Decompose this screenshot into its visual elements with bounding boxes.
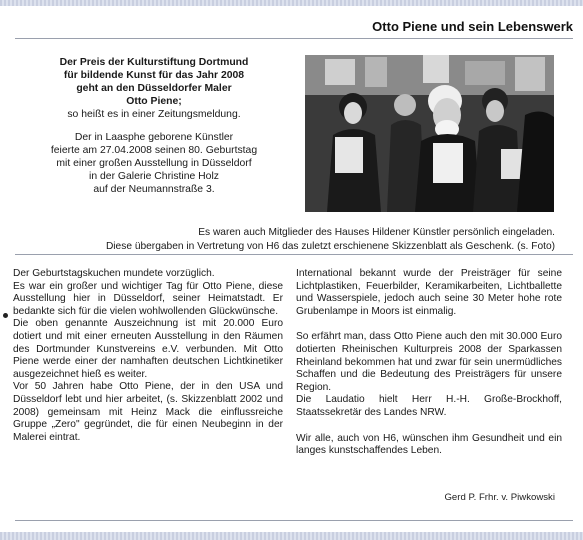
intro-text-block (20, 56, 288, 196)
header-divider (15, 38, 573, 39)
intro-bold-line: für bildende Kunst für das Jahr 2008 (63, 70, 245, 81)
intro-birth-line: Der in Laasphe geborene Künstler (74, 132, 234, 143)
margin-dot (3, 313, 8, 318)
paragraph: Wir alle, auch von H6, wünschen ihm Gesundheit und ein langes kunstschaffendes Leben. (296, 432, 562, 457)
author-signature: Gerd P. Frhr. v. Piwkowski (444, 492, 555, 503)
paragraph: Die Laudatio hielt Herr H.-H. Große-Brockhoff, Staatssekretär des Landes NRW. (296, 394, 562, 418)
caption-line: Diese übergaben in Vertretung von H6 das zuletzt erschienene Skizzenblatt als Geschenk. (s. Foto) (105, 241, 555, 252)
paragraph: Die oben genannte Auszeichnung ist mit 20.000 Euro dotiert und mit einer erneuten Ausstellung in den Räumen des Dortmunder Kunstvereins e.V. verbunden. Mit Otto Piene werde einer der namhaften deutschen Lichtkinetiker ausgezeichnet hieß es weiter. (13, 318, 283, 380)
footer-divider (15, 520, 573, 521)
intro-birth-line: in der Galerie Christine Holz (89, 171, 219, 182)
top-decorative-band (0, 0, 583, 6)
event-photo-illustration (305, 55, 554, 212)
page-title: Otto Piene und sein Lebenswerk (372, 19, 573, 34)
event-photo (305, 55, 554, 212)
paragraph: So erfährt man, dass Otto Piene auch den mit 30.000 Euro dotierten Rheinischen Kulturpreis 2008 der Sparkassen Rheinland bekommen hat und zwar für sein unermüdliches Schaffen und die Bedeutung des Preisträgers für unsere Region. (296, 331, 562, 393)
section-divider (15, 254, 573, 255)
intro-bold-line: Otto Piene; (126, 96, 182, 107)
paragraph: Der Geburtstagskuchen mundete vorzüglich. (13, 268, 215, 279)
caption-line: Es waren auch Mitglieder des Hauses Hildener Künstler persönlich eingeladen. (198, 227, 555, 238)
intro-birth-line: auf der Neumannstraße 3. (93, 184, 215, 195)
intro-quote-line: so heißt es in einer Zeitungsmeldung. (67, 109, 241, 120)
intro-bold-line: Der Preis der Kulturstiftung Dortmund (59, 57, 249, 68)
paragraph: International bekannt wurde der Preisträger für seine Lichtplastiken, Feuerbilder, Keramikarbeiten, Lichtballette und Wasserspiele, jedoch auch seine 30 Meter hohe rote Grubenlampe in Moors ist einmalig. (296, 268, 562, 317)
intro-bold-line: geht an den Düsseldorfer Maler (76, 83, 232, 94)
intro-birth-line: feierte am 27.04.2008 seinen 80. Geburtstag (50, 145, 258, 156)
paragraph: Vor 50 Jahren habe Otto Piene, der in den USA und Düsseldorf lebt und hier arbeitet, (s. Skizzenblatt 2002 und 2008) gemeinsam mit Heinz Mack die einflussreiche Gruppe „Zero" gegründet, die für einen Neubeginn in der Malerei eintrat. (13, 381, 283, 443)
intro-birth-line: mit einer großen Ausstellung in Düsseldorf (56, 158, 252, 169)
left-column (13, 268, 283, 444)
paragraph: Es war ein großer und wichtiger Tag für Otto Piene, diese Ausstellung hier in Düsseldorf, seiner Heimatstadt. Er bedankte sich für die vielen wohlwollenden Glückwünsche. (13, 280, 283, 317)
bottom-decorative-band (0, 532, 583, 540)
right-column (296, 268, 562, 458)
photo-caption (35, 226, 555, 254)
